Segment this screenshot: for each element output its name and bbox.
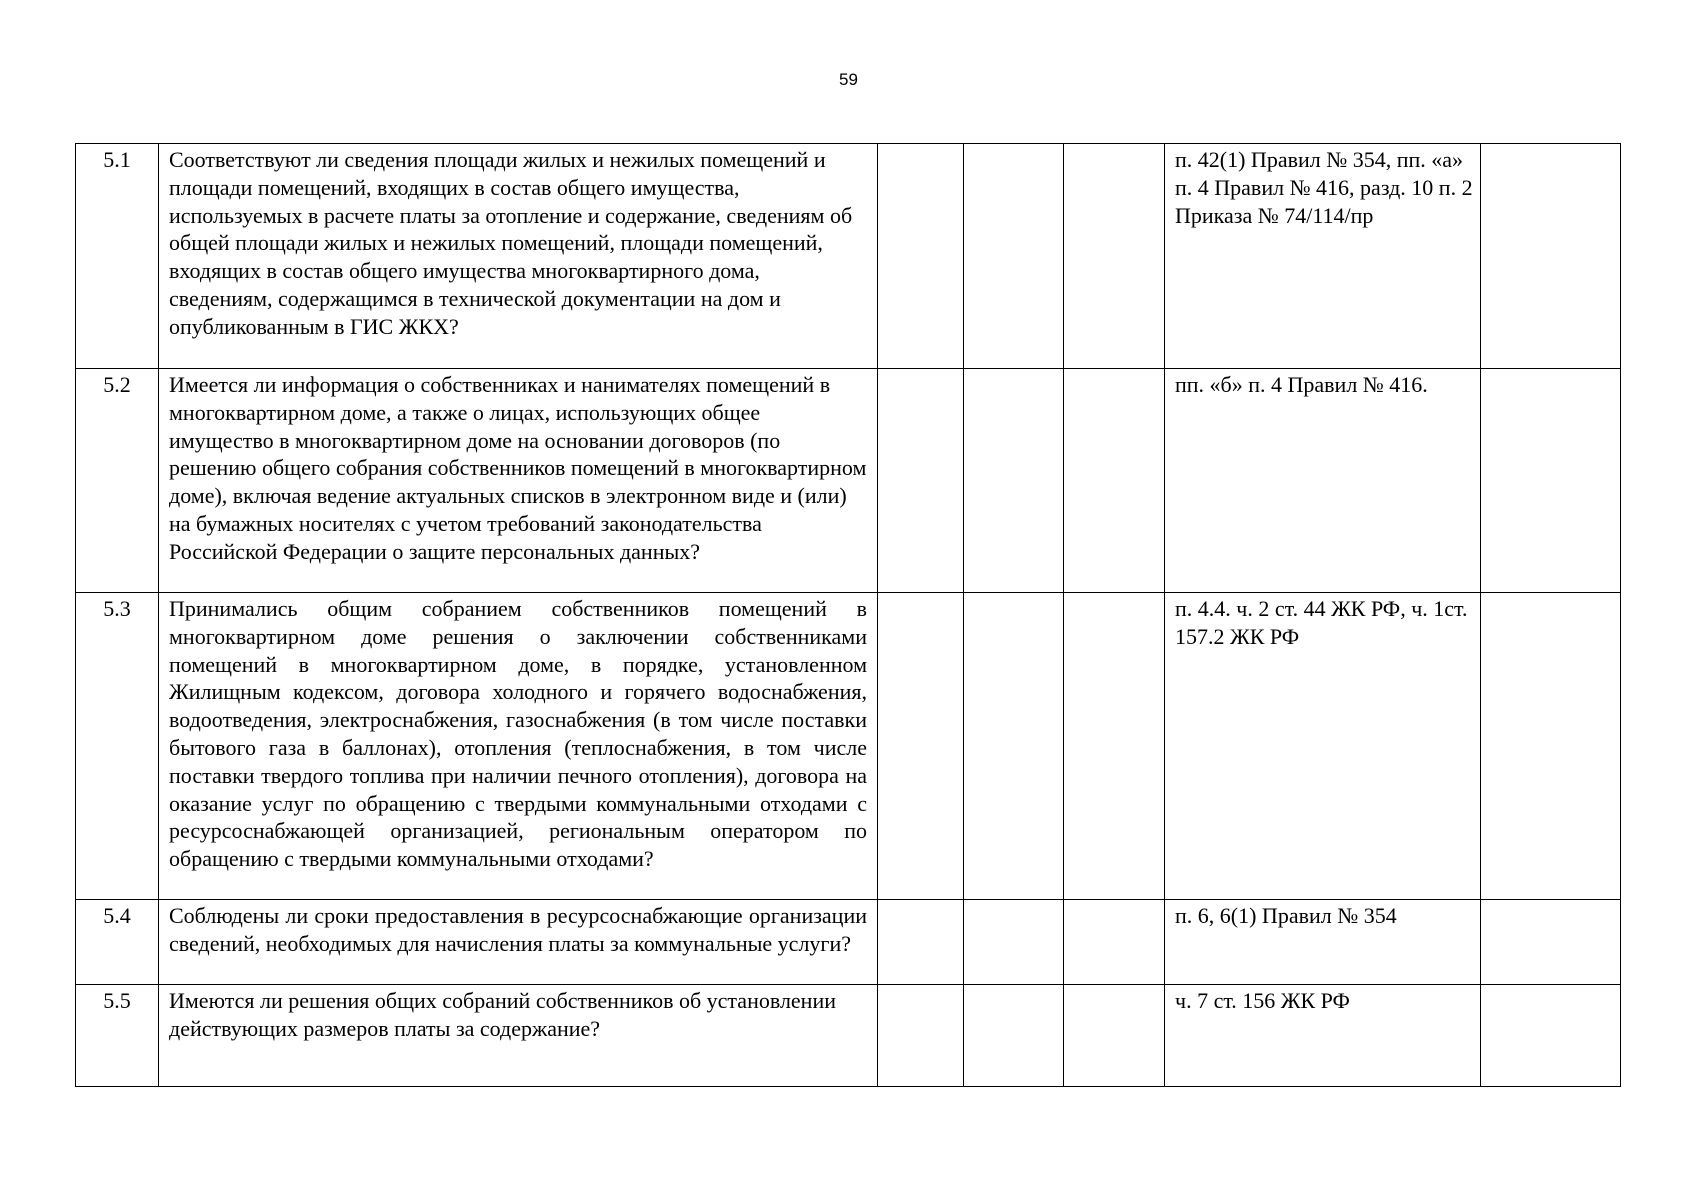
question-text: Имеется ли информация о собственниках и нанимателях помещений в многоквартирном доме, а также о лицах, использующих общее имущество в многоквартирном доме на основании договоров (по решению общего собрания собственников помещений в многоквартирном доме), включая ведение актуальных списков в электронном виде и (или) на бумажных носителях с учетом требований законодательства Российской Федерации о защите персональных данных? — [159, 369, 878, 593]
table-row — [76, 900, 1621, 985]
empty-cell — [1064, 369, 1165, 593]
question-text: Соблюдены ли сроки предоставления в ресурсоснабжающие организации сведений, необходимых для начисления платы за коммунальные услуги? — [159, 900, 878, 985]
row-number: 5.5 — [76, 985, 159, 1087]
empty-cell — [878, 144, 964, 369]
empty-cell — [1481, 369, 1621, 593]
question-text: Соответствуют ли сведения площади жилых и нежилых помещений и площади помещений, входящих в состав общего имущества, используемых в расчете платы за отопление и содержание, сведениям об общей площади жилых и нежилых помещений, площади помещений, входящих в состав общего имущества многоквартирного дома, сведениям, содержащимся в технической документации на дом и опубликованным в ГИС ЖКХ? — [159, 144, 878, 369]
row-number: 5.1 — [76, 144, 159, 369]
empty-cell — [1064, 900, 1165, 985]
legal-reference: п. 42(1) Правил № 354, пп. «а» п. 4 Правил № 416, разд. 10 п. 2 Приказа № 74/114/пр — [1165, 144, 1481, 369]
empty-cell — [878, 985, 964, 1087]
empty-cell — [1481, 144, 1621, 369]
empty-cell — [1481, 593, 1621, 900]
question-text: Принимались общим собранием собственников помещений в многоквартирном доме решения о заключении собственниками помещений в многоквартирном доме, в порядке, установленном Жилищным кодексом, договора холодного и горячего водоснабжения, водоотведения, электроснабжения, газоснабжения (в том числе поставки бытового газа в баллонах), отопления (теплоснабжения, в том числе поставки твердого топлива при наличии печного отопления), договора на оказание услуг по обращению с твердыми коммунальными отходами с ресурсоснабжающей организацией, региональным оператором по обращению с твердыми коммунальными отходами? — [159, 593, 878, 900]
empty-cell — [1064, 985, 1165, 1087]
empty-cell — [1481, 985, 1621, 1087]
empty-cell — [964, 369, 1064, 593]
empty-cell — [878, 593, 964, 900]
empty-cell — [878, 369, 964, 593]
empty-cell — [878, 900, 964, 985]
empty-cell — [964, 900, 1064, 985]
row-number: 5.2 — [76, 369, 159, 593]
table-row — [76, 985, 1621, 1087]
legal-reference: ч. 7 ст. 156 ЖК РФ — [1165, 985, 1481, 1087]
empty-cell — [1064, 144, 1165, 369]
empty-cell — [964, 144, 1064, 369]
empty-cell — [1064, 593, 1165, 900]
page-number: 59 — [839, 70, 858, 89]
row-number: 5.4 — [76, 900, 159, 985]
checklist-table — [75, 143, 1621, 1087]
empty-cell — [1481, 900, 1621, 985]
question-text: Имеются ли решения общих собраний собственников об установлении действующих размеров платы за содержание? — [159, 985, 878, 1087]
legal-reference: п. 4.4. ч. 2 ст. 44 ЖК РФ, ч. 1ст. 157.2 ЖК РФ — [1165, 593, 1481, 900]
empty-cell — [964, 593, 1064, 900]
empty-cell — [964, 985, 1064, 1087]
row-number: 5.3 — [76, 593, 159, 900]
table-row — [76, 369, 1621, 593]
legal-reference: пп. «б» п. 4 Правил № 416. — [1165, 369, 1481, 593]
table-row — [76, 593, 1621, 900]
legal-reference: п. 6, 6(1) Правил № 354 — [1165, 900, 1481, 985]
table-row — [76, 144, 1621, 369]
